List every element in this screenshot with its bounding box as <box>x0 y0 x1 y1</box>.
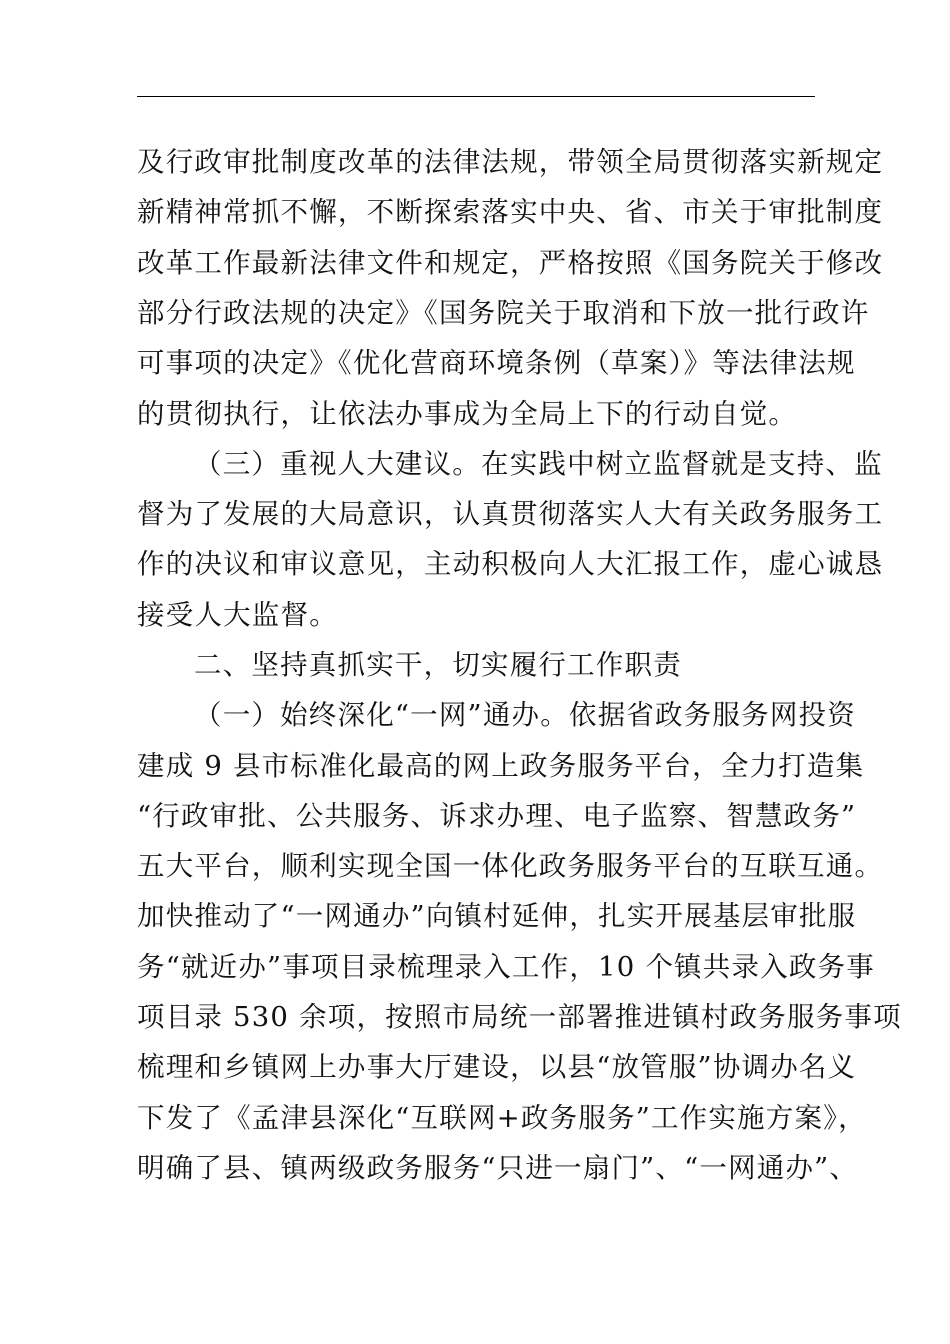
body-line: 及行政审批制度改革的法律法规，带领全局贯彻落实新规定 <box>137 146 884 178</box>
body-line: 下发了《孟津县深化“互联网+政务服务”工作实施方案》， <box>137 1102 867 1134</box>
body-line: 加快推动了“一网通办”向镇村延伸，扎实开展基层审批服 <box>137 900 857 932</box>
body-line: 项目录 530 余项，按照市局统一部署推进镇村政务服务事项 <box>137 1001 902 1033</box>
body-line: 五大平台，顺利实现全国一体化政务服务平台的互联互通。 <box>137 850 884 882</box>
body-line: 建成 9 县市标准化最高的网上政务服务平台，全力打造集 <box>137 750 865 782</box>
body-line: “行政审批、公共服务、诉求办理、电子监察、智慧政务” <box>137 800 857 832</box>
body-line: 可事项的决定》《优化营商环境条例（草案）》等法律法规 <box>137 347 856 379</box>
paragraph-heading: （三）重视人大建议。在实践中树立监督就是支持、监 <box>194 448 883 480</box>
body-line: 明确了县、镇两级政务服务“只进一扇门”、“一网通办”、 <box>137 1152 859 1184</box>
section-heading: 二、坚持真抓实干，切实履行工作职责 <box>194 649 682 681</box>
body-line: 接受人大监督。 <box>137 599 338 631</box>
header-rule <box>137 96 815 97</box>
body-line: 作的决议和审议意见，主动积极向人大汇报工作，虚心诚恳 <box>137 548 884 580</box>
body-line: 的贯彻执行，让依法办事成为全局上下的行动自觉。 <box>137 398 798 430</box>
body-line: 新精神常抓不懈，不断探索落实中央、省、市关于审批制度 <box>137 196 884 228</box>
body-line: 务“就近办”事项目录梳理录入工作，10 个镇共录入政务事 <box>137 951 875 983</box>
paragraph-heading: （一）始终深化“一网”通办。依据省政务服务网投资 <box>194 699 856 731</box>
body-line: 部分行政法规的决定》《国务院关于取消和下放一批行政许 <box>137 297 870 329</box>
body-line: 梳理和乡镇网上办事大厅建设，以县“放管服”协调办名义 <box>137 1051 857 1083</box>
body-line: 督为了发展的大局意识，认真贯彻落实人大有关政务服务工 <box>137 498 884 530</box>
body-line: 改革工作最新法律文件和规定，严格按照《国务院关于修改 <box>137 247 884 279</box>
